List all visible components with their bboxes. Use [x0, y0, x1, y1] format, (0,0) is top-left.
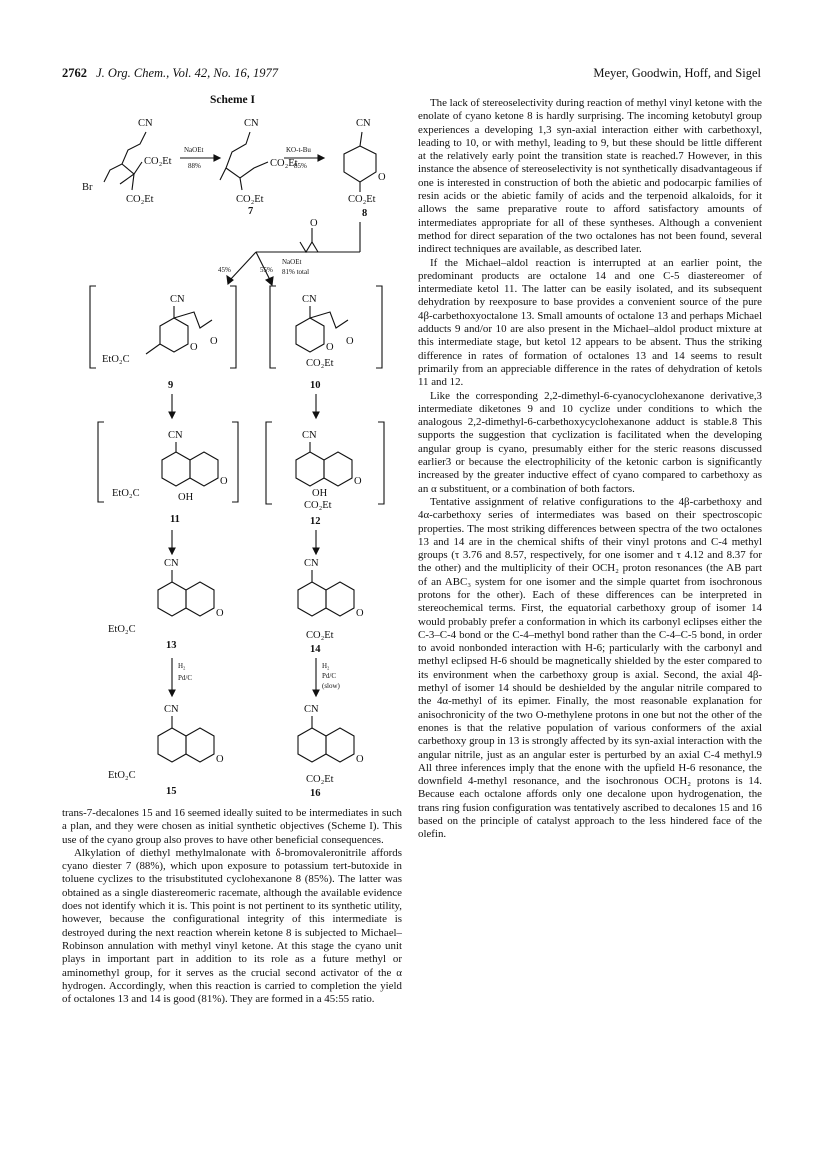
svg-text:KO-t-Bu: KO-t-Bu: [286, 146, 311, 154]
paragraph: Alkylation of diethyl methylmalonate with δ-bromovaleronitrile affords cyano diester 7 (88%), which upon exposure to potassium tert-butoxide in toluene cyclizes to the trisubstituted cyclohexanone 8 (85%). The latter was obtained as a single diastereomeric racemate, although the available evidence does not identify which it is. This point is not pertinent to its synthetic utility, however, because the configurational integrity of this intermediate is destroyed during the next reaction wherein ketone 8 is subjected to Michael–Robinson annulation with methyl vinyl ketone. At this stage the cyano unit plays in important part in addition to its role as a future methyl or aminomethyl group, for it serves as the crucial second activator of the α hydrogen. Accordingly, when this reaction is carried to completion the yield of octalones 13 and 14 is good (81%). They are formed in a 45:55 ratio.: [62, 846, 402, 1006]
svg-text:H₂: H₂: [322, 662, 330, 670]
svg-text:CN: CN: [302, 294, 317, 305]
svg-text:CN: CN: [304, 558, 319, 569]
svg-text:O: O: [346, 336, 354, 347]
svg-text:15: 15: [166, 786, 177, 797]
svg-text:81% total: 81% total: [282, 268, 310, 276]
left-column-text: [62, 807, 402, 1006]
svg-text:CO₂Et: CO₂Et: [306, 630, 334, 641]
svg-text:NaOEt: NaOEt: [184, 146, 204, 154]
paragraph: The lack of stereoselectivity during reaction of methyl vinyl ketone with the enolate of cyano ketone 8 is hardly surprising. The incoming ketobutyl group experiences a developing 1,3 syn-axial interaction either with carbethoxyl, leading to 10, or with methyl, leading to 9, but these should be little different at the relatively early point the transition state is reached.7 However, in this instance the absence of stereoselectivity is not synthetically disadvantageous if one is interested in construction of both the abietic and podocarpic families of resin acids or the abietic family of acids and the terpenoid alkaloids, for it allows the same preparative route to afford satisfactory amounts of intermediates appropriate for all of these syntheses. Although a convenient method for direct separation of the two octalones has not been found, several indirect techniques are available, as described later.: [418, 97, 762, 256]
page-number: 2762: [62, 66, 87, 80]
svg-text:CO₂Et: CO₂Et: [306, 774, 334, 785]
compound-9: [90, 286, 236, 391]
svg-text:O: O: [216, 754, 224, 765]
svg-text:Pd/C: Pd/C: [178, 674, 193, 682]
journal-citation: J. Org. Chem., Vol. 42, No. 16, 1977: [96, 66, 278, 80]
compound-15: [108, 704, 224, 797]
svg-text:Br: Br: [82, 182, 93, 193]
svg-text:EtO₂C: EtO₂C: [102, 354, 130, 365]
svg-text:OH: OH: [178, 492, 194, 503]
right-column-text: [418, 97, 762, 842]
svg-text:H₂: H₂: [178, 662, 186, 670]
svg-text:O: O: [354, 476, 362, 487]
svg-text:CO₂Et: CO₂Et: [270, 158, 298, 169]
svg-text:EtO₂C: EtO₂C: [108, 624, 136, 635]
svg-text:7: 7: [248, 206, 254, 217]
svg-text:8: 8: [362, 208, 368, 219]
svg-text:CO₂Et: CO₂Et: [236, 194, 264, 205]
svg-text:CO₂Et: CO₂Et: [304, 500, 332, 511]
svg-text:11: 11: [170, 514, 180, 525]
svg-text:(slow): (slow): [322, 682, 340, 690]
scheme-figure: [60, 92, 405, 802]
svg-text:CN: CN: [168, 430, 183, 441]
svg-text:88%: 88%: [188, 162, 201, 170]
svg-text:CN: CN: [170, 294, 185, 305]
svg-text:CN: CN: [164, 558, 179, 569]
svg-text:O: O: [356, 754, 364, 765]
svg-text:45%: 45%: [218, 266, 231, 274]
svg-text:10: 10: [310, 380, 321, 391]
svg-text:CN: CN: [302, 430, 317, 441]
svg-text:O: O: [190, 342, 198, 353]
svg-text:EtO₂C: EtO₂C: [112, 488, 140, 499]
compound-13: [108, 558, 224, 651]
svg-text:CN: CN: [164, 704, 179, 715]
paragraph: Tentative assignment of relative configurations to the 4β-carbethoxy and 4α-carbethoxy series of intermediates was based on their spectroscopic properties. The most striking differences between spectra of the two octalones 13 and 14 are in the chemical shifts of their vinyl protons and C-4 methyl groups (τ 3.76 and 8.57, respectively, for one isomer and τ 4.12 and 8.37 for the other) and the multiplicity of their OCH₂ proton resonances (the AB part of an ABC₃ system for one isomer and the simple quartet from isochronous protons for the other). Each of these differences can be interpreted in stereochemical terms. First, the equatorial carbethoxy group of isomer 14 would probably prefer a conformation in which its carbonyl eclipses either the C-3–C-4 bond or the C-4–methyl bond rather than the C-4–C-5 bond, in order to avoid nonbonded interaction with H-6; particularly with the carbonyl and methyl eclipsed H-6 should be magnetically shielded by the ester compared to its environment when the carbethoxy group is axial. Second, the axial 4β-methyl of isomer 14 should be deshielded by the angular nitrile compared to the 4α-methyl of its epimer. Finally, the most reasonable explanation for anisochronicity of the two O-methylene protons in one but not the other of the enones is that the relative population of various conformers of the axial carbethoxy group in 13 is strongly affected by its syn-axial interaction with the angular nitrile, just as an angular ester is perturbed by an axial C-4 methyl.9 All three inferences imply that the enone with the upfield H-6 resonance, the downfield 4-methyl resonance, and the isochronous OCH₂ protons is 14. Because each octalone affords only one decalone upon hydrogenation, the trans ring fusion configuration was tentatively ascribed to decalones 15 and 16 based on the principle of catalyst approach to the less hindered face of the olefin.: [418, 495, 762, 841]
compound-12: [266, 422, 384, 527]
svg-text:CN: CN: [356, 118, 371, 129]
compound-16: [298, 704, 364, 799]
svg-text:O: O: [326, 342, 334, 353]
svg-text:85%: 85%: [294, 162, 307, 170]
svg-text:CO₂Et: CO₂Et: [126, 194, 154, 205]
svg-text:O: O: [378, 172, 386, 183]
svg-text:EtO₂C: EtO₂C: [108, 770, 136, 781]
svg-text:13: 13: [166, 640, 177, 651]
scheme-drawing: [60, 92, 405, 802]
svg-text:CO₂Et: CO₂Et: [144, 156, 172, 167]
svg-text:16: 16: [310, 788, 321, 799]
svg-text:O: O: [210, 336, 218, 347]
paragraph: Like the corresponding 2,2-dimethyl-6-cyanocyclohexanone derivative,3 intermediate diketones 9 and 10 cyclize under conditions to which the analogous 2,2-dimethyl-6-carbethoxycyclohexanone adduct is stable.8 This supports the suggestion that cyclization is facilitated when the developing angular group is cyano, presumably either for the steric reasons discussed earlier3 or because the electrophilicity of the ketonic carbon is significantly increased by the greater inductive effect of cyano compared to carbethoxy as an α substituent, or a combination of both factors.: [418, 389, 762, 495]
svg-text:CO₂Et: CO₂Et: [348, 194, 376, 205]
svg-text:O: O: [220, 476, 228, 487]
svg-text:55%: 55%: [260, 266, 273, 274]
svg-text:14: 14: [310, 644, 321, 655]
label-cn: CN: [138, 118, 153, 129]
scheme-title: Scheme I: [209, 94, 256, 106]
svg-text:CN: CN: [244, 118, 259, 129]
svg-text:9: 9: [168, 380, 174, 391]
compound-10: [270, 286, 382, 391]
svg-text:O: O: [216, 608, 224, 619]
compound-8: [344, 118, 386, 219]
svg-text:NaOEt: NaOEt: [282, 258, 302, 266]
svg-text:O: O: [310, 218, 318, 229]
paragraph: trans-7-decalones 15 and 16 seemed ideally suited to be intermediates in such a plan, and they were chosen as initial synthetic objectives (Scheme I). This use of the cyano group also proves to have other beneficial consequences.: [62, 807, 402, 846]
svg-text:OH: OH: [312, 488, 328, 499]
page-header: [62, 66, 761, 84]
svg-text:Pd/C: Pd/C: [322, 672, 337, 680]
compound-14: [298, 558, 364, 655]
svg-text:12: 12: [310, 516, 321, 527]
svg-text:CO₂Et: CO₂Et: [306, 358, 334, 369]
compound-bromo-diester: [82, 118, 172, 205]
svg-text:O: O: [356, 608, 364, 619]
compound-11: [98, 422, 238, 525]
svg-text:CN: CN: [304, 704, 319, 715]
compound-7: [220, 118, 298, 217]
paragraph: If the Michael–aldol reaction is interrupted at an earlier point, the predominant products are octalone 14 and one C-5 diastereomer of intermediate ketol 11. The latter can be easily isolated, and its subsequent dehydration by reexposure to base provides a convenient source of the pure 4β-carbethoxyoctalone 13. Small amounts of octalone 13 and perhaps Michael adducts 9 and/or 10 are also present in the Michael–aldol product mixture at this intermediate stage, but ketol 12 appears to be absent. Thus the striking difference in rates of formation of octalones 13 and 14 seems to result primarily from an appreciable difference in the rates of dehydration of ketols 11 and 12.: [418, 256, 762, 389]
running-authors: Meyer, Goodwin, Hoff, and Sigel: [593, 66, 761, 80]
